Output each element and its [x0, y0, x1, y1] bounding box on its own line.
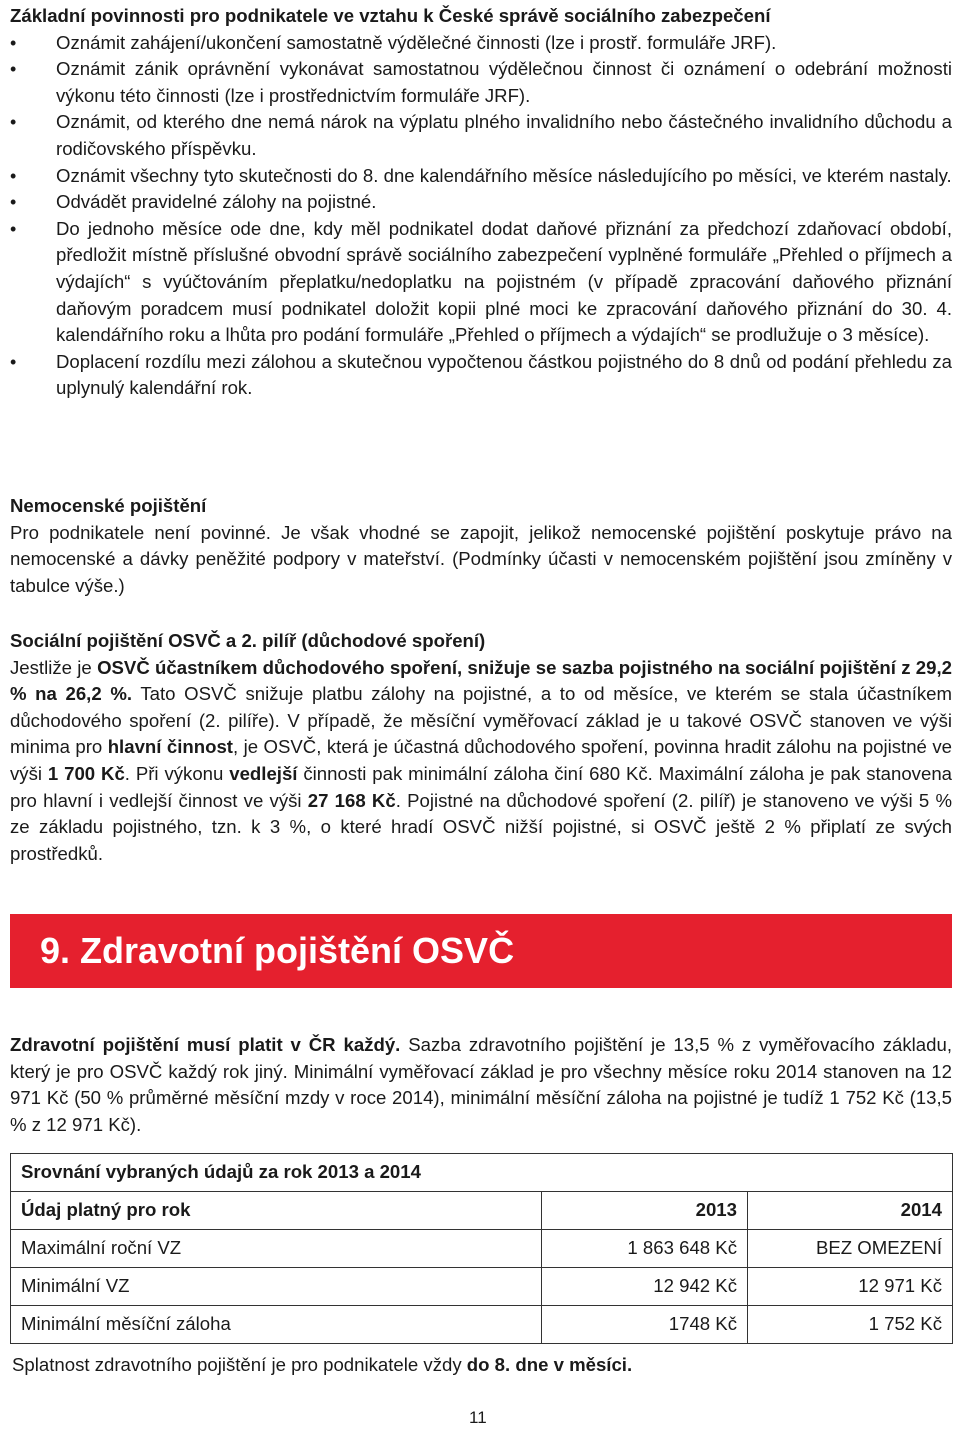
table-row — [11, 1268, 953, 1306]
table-caption-row — [11, 1154, 953, 1192]
table-header-row — [11, 1192, 953, 1230]
section-sickness-insurance — [10, 493, 952, 599]
page-number: 11 — [469, 1408, 487, 1427]
table-cell: 12 971 Kč — [748, 1268, 953, 1306]
paragraph — [10, 1032, 952, 1138]
bold-run: vedlejší — [229, 762, 298, 784]
column-header: 2014 — [748, 1192, 953, 1230]
text-run: , je OSVČ, která je účastná důchodového spoření, povinna hradit zálohu na pojistné ve výši — [10, 736, 952, 784]
chapter-banner — [10, 914, 952, 988]
section-pension-pillar — [10, 628, 952, 867]
list-item: • Oznámit zánik oprávnění vykonávat samostatnou výdělečnou činnost či oznámení o odebrání možnosti výkonu této činnosti (lze i prostřednictvím formuláře JRF). — [10, 56, 952, 109]
bold-run: 1 700 Kč — [47, 762, 125, 784]
due-text: Splatnost zdravotního pojištění je pro podnikatele vždy — [12, 1354, 467, 1375]
table-cell: Minimální VZ — [11, 1268, 542, 1306]
section-title: Sociální pojištění OSVČ a 2. pilíř (důchodové spoření) — [10, 630, 486, 651]
chapter-title: 9. Zdravotní pojištění OSVČ — [40, 930, 515, 971]
table-caption: Srovnání vybraných údajů za rok 2013 a 2014 — [11, 1154, 953, 1192]
section-health-insurance — [10, 1032, 952, 1138]
comparison-table — [10, 1153, 953, 1344]
text-run: Tato OSVČ snižuje platbu zálohy na pojistné, a to od měsíce, ve kterém se stala účastníkem důchodového spoření (2. pilíře). V případě, že měsíční vyměřovací základ je u takové OSVČ stanoven ve výši minima pro — [10, 683, 952, 758]
text-run: činnosti pak minimální záloha činí 680 Kč. Maximální záloha je pak stanovena pro hlavní i vedlejší činnost ve výši — [10, 762, 952, 811]
section-title: Základní povinnosti pro podnikatele ve vztahu k České správě sociálního zabezpečení — [10, 5, 771, 26]
paragraph-lead: Pro podnikatele není povinné. — [10, 521, 271, 543]
list-item: • Do jednoho měsíce ode dne, kdy měl podnikatel dodat daňové přiznání za předchozí zdaňovací období, předložit místně příslušné obvodní správě sociálního zabezpečení vyplněné formuláře „Přehled o příjmech a výdajích“ s vyúčtováním přeplatku/nedoplatku na pojistném (v případě zpracování daňového přiznání daňovým poradcem musí podnikatel doložit kopii plné moci ke zpracování daňového přiznání do 30. 4. kalendářního roku a lhůta pro podání formuláře „Přehled o příjmech a výdajích“ se prodlužuje o 3 měsíce). — [10, 216, 952, 349]
section-title: Nemocenské pojištění — [10, 495, 207, 516]
column-header: Údaj platný pro rok — [11, 1192, 542, 1230]
section-social-security-obligations — [10, 3, 952, 402]
column-header: 2013 — [542, 1192, 748, 1230]
table-cell: Minimální měsíční záloha — [11, 1306, 542, 1344]
table-row — [11, 1230, 953, 1268]
table-cell: BEZ OMEZENÍ — [748, 1230, 953, 1268]
paragraph-lead: Zdravotní pojištění musí platit v ČR každý. — [10, 1034, 401, 1055]
due-deadline: do 8. dne v měsíci. — [466, 1354, 633, 1375]
table-cell: 12 942 Kč — [542, 1268, 748, 1306]
table-cell: 1 752 Kč — [748, 1306, 953, 1344]
obligations-list — [10, 30, 952, 402]
list-item: • Doplacení rozdílu mezi zálohou a skutečnou vypočtenou částkou pojistného do 8 dnů od podání přehledu za uplynulý kalendářní rok. — [10, 349, 952, 402]
bold-run: 27 168 Kč — [307, 789, 396, 811]
table-row — [11, 1306, 953, 1344]
paragraph-text: Sazba zdravotního pojištění je 13,5 % z vyměřovacího základu, který je pro OSVČ každý rok jiný. Minimální vyměřovací základ je pro všechny měsíce roku 2014 stanoven na 12 971 Kč (50 % průměrné měsíční mzdy v roce 2014), minimální měsíční záloha na pojistné je tudíž 1 752 Kč (13,5 % z 12 971 Kč). — [10, 1034, 953, 1135]
bold-run: OSVČ účastníkem důchodového spoření, snižuje se sazba pojistného na sociální pojištění z 29,2 % na 26,2 %. — [10, 656, 953, 705]
text-run: . Pojistné na důchodové spoření (2. pilíř) je stanoveno ve výši 5 % ze základu pojistného, tzn. k 3 %, o které hradí OSVČ nižší pojistné, si OSVČ ještě 2 % připlatí ze svých prostředků. — [10, 789, 952, 864]
payment-due-note — [12, 1352, 632, 1379]
paragraph-text: Je však vhodné se zapojit, jelikož nemocenské pojištění poskytuje právo na nemocenské a dávky peněžité podpory v mateřství. (Podmínky účasti v nemocenském pojištění jsou zmíněny v tabulce výše.) — [10, 521, 952, 596]
paragraph — [10, 520, 952, 600]
table-cell: Maximální roční VZ — [11, 1230, 542, 1268]
table-cell: 1748 Kč — [542, 1306, 748, 1344]
list-item: • Oznámit zahájení/ukončení samostatně výdělečné činnosti (lze i prostř. formuláře JRF). — [10, 30, 952, 57]
list-item: • Oznámit všechny tyto skutečnosti do 8. dne kalendářního měsíce následujícího po měsíci, ve kterém nastaly. — [10, 163, 952, 190]
table-cell: 1 863 648 Kč — [542, 1230, 748, 1268]
paragraph — [10, 655, 952, 868]
list-item: • Odvádět pravidelné zálohy na pojistné. — [10, 189, 952, 216]
list-item: • Oznámit, od kterého dne nemá nárok na výplatu plného invalidního nebo částečného invalidního důchodu a rodičovského příspěvku. — [10, 109, 952, 162]
bold-run: hlavní činnost — [107, 736, 233, 758]
text-run: Jestliže je — [10, 656, 98, 678]
text-run: . Při výkonu — [124, 762, 230, 784]
